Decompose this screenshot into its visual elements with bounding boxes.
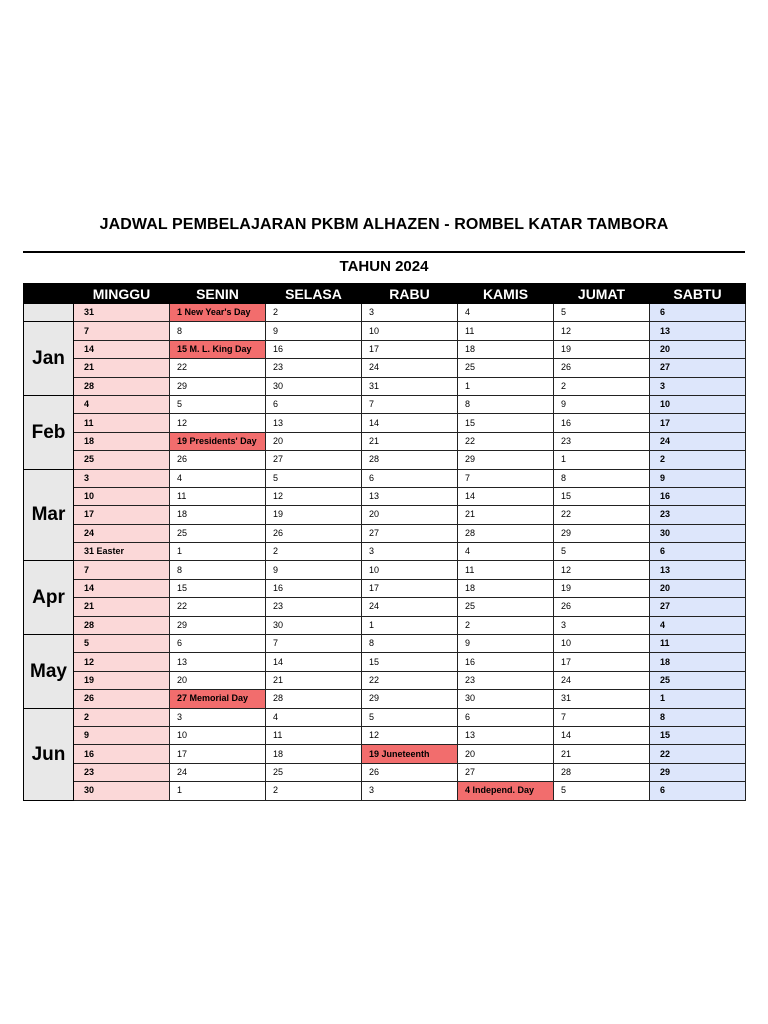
sunday-cell: 31 [74,304,170,322]
thursday-cell: 21 [458,506,554,524]
saturday-cell: 16 [650,487,746,505]
monday-cell: 22 [170,359,266,377]
tuesday-cell: 13 [266,414,362,432]
tuesday-cell: 6 [266,395,362,413]
week-row [24,322,746,340]
wednesday-cell: 17 [362,579,458,597]
thursday-cell: 11 [458,561,554,579]
wednesday-cell: 10 [362,561,458,579]
wednesday-cell: 28 [362,451,458,469]
monday-cell: 12 [170,414,266,432]
friday-cell: 28 [554,763,650,781]
monday-cell: 6 [170,635,266,653]
friday-cell: 16 [554,414,650,432]
tuesday-cell: 30 [266,377,362,395]
saturday-cell: 6 [650,782,746,800]
monday-cell: 18 [170,506,266,524]
tuesday-cell: 9 [266,561,362,579]
thursday-cell: 18 [458,340,554,358]
wednesday-cell: 8 [362,635,458,653]
month-label: Mar [24,469,74,561]
thursday-cell: 4 [458,304,554,322]
tuesday-cell: 12 [266,487,362,505]
saturday-cell: 27 [650,359,746,377]
saturday-cell: 30 [650,524,746,542]
thursday-cell: 1 [458,377,554,395]
week-row [24,708,746,726]
thursday-cell: 22 [458,432,554,450]
tuesday-cell: 2 [266,304,362,322]
friday-cell: 23 [554,432,650,450]
thursday-cell: 23 [458,671,554,689]
week-row [24,690,746,708]
wednesday-cell: 5 [362,708,458,726]
tuesday-cell: 26 [266,524,362,542]
wednesday-cell: 3 [362,543,458,561]
saturday-cell: 15 [650,726,746,744]
friday-cell: 19 [554,579,650,597]
monday-cell: 8 [170,561,266,579]
header-rabu: RABU [362,284,458,304]
week-row [24,506,746,524]
sunday-cell: 2 [74,708,170,726]
sunday-cell: 25 [74,451,170,469]
header-row [24,284,746,304]
saturday-cell: 27 [650,598,746,616]
sunday-cell: 14 [74,340,170,358]
tuesday-cell: 25 [266,763,362,781]
monday-cell: 27 Memorial Day [170,690,266,708]
friday-cell: 26 [554,598,650,616]
wednesday-cell: 13 [362,487,458,505]
monday-cell: 1 [170,543,266,561]
wednesday-cell: 26 [362,763,458,781]
saturday-cell: 23 [650,506,746,524]
monday-cell: 5 [170,395,266,413]
sunday-cell: 14 [74,579,170,597]
thursday-cell: 4 Independ. Day [458,782,554,800]
week-row [24,304,746,322]
saturday-cell: 13 [650,322,746,340]
week-row [24,671,746,689]
tuesday-cell: 23 [266,359,362,377]
tuesday-cell: 11 [266,726,362,744]
week-row [24,395,746,413]
friday-cell: 9 [554,395,650,413]
week-row [24,359,746,377]
friday-cell: 3 [554,616,650,634]
wednesday-cell: 19 Juneteenth [362,745,458,763]
wednesday-cell: 24 [362,359,458,377]
week-row [24,616,746,634]
wednesday-cell: 17 [362,340,458,358]
tuesday-cell: 7 [266,635,362,653]
wednesday-cell: 6 [362,469,458,487]
wednesday-cell: 1 [362,616,458,634]
sunday-cell: 24 [74,524,170,542]
week-row [24,782,746,800]
month-label: Feb [24,395,74,469]
thursday-cell: 25 [458,598,554,616]
thursday-cell: 20 [458,745,554,763]
wednesday-cell: 27 [362,524,458,542]
monday-cell: 26 [170,451,266,469]
header-month-column [24,284,74,304]
saturday-cell: 10 [650,395,746,413]
saturday-cell: 24 [650,432,746,450]
monday-cell: 10 [170,726,266,744]
friday-cell: 7 [554,708,650,726]
friday-cell: 2 [554,377,650,395]
saturday-cell: 20 [650,340,746,358]
sunday-cell: 26 [74,690,170,708]
friday-cell: 12 [554,561,650,579]
friday-cell: 1 [554,451,650,469]
header-senin: SENIN [170,284,266,304]
tuesday-cell: 20 [266,432,362,450]
week-row [24,377,746,395]
wednesday-cell: 15 [362,653,458,671]
sunday-cell: 7 [74,322,170,340]
week-row [24,635,746,653]
sunday-cell: 19 [74,671,170,689]
friday-cell: 8 [554,469,650,487]
saturday-cell: 13 [650,561,746,579]
sunday-cell: 21 [74,598,170,616]
tuesday-cell: 9 [266,322,362,340]
wednesday-cell: 3 [362,782,458,800]
sunday-cell: 5 [74,635,170,653]
wednesday-cell: 29 [362,690,458,708]
sunday-cell: 11 [74,414,170,432]
month-label: Jan [24,322,74,396]
friday-cell: 24 [554,671,650,689]
monday-cell: 15 M. L. King Day [170,340,266,358]
saturday-cell: 3 [650,377,746,395]
monday-cell: 29 [170,377,266,395]
saturday-cell: 17 [650,414,746,432]
friday-cell: 19 [554,340,650,358]
monday-cell: 25 [170,524,266,542]
week-row [24,340,746,358]
saturday-cell: 25 [650,671,746,689]
wednesday-cell: 10 [362,322,458,340]
wednesday-cell: 7 [362,395,458,413]
friday-cell: 5 [554,304,650,322]
thursday-cell: 25 [458,359,554,377]
saturday-cell: 22 [650,745,746,763]
thursday-cell: 7 [458,469,554,487]
thursday-cell: 28 [458,524,554,542]
sunday-cell: 30 [74,782,170,800]
header-kamis: KAMIS [458,284,554,304]
tuesday-cell: 2 [266,543,362,561]
year-subtitle: TAHUN 2024 [339,258,429,275]
tuesday-cell: 19 [266,506,362,524]
header-sabtu: SABTU [650,284,746,304]
thursday-cell: 30 [458,690,554,708]
monday-cell: 1 New Year's Day [170,304,266,322]
thursday-cell: 18 [458,579,554,597]
sunday-cell: 17 [74,506,170,524]
tuesday-cell: 4 [266,708,362,726]
week-row [24,763,746,781]
tuesday-cell: 27 [266,451,362,469]
week-row [24,561,746,579]
calendar-table [23,283,746,801]
week-row [24,598,746,616]
monday-cell: 11 [170,487,266,505]
saturday-cell: 9 [650,469,746,487]
thursday-cell: 14 [458,487,554,505]
friday-cell: 31 [554,690,650,708]
wednesday-cell: 3 [362,304,458,322]
saturday-cell: 11 [650,635,746,653]
friday-cell: 10 [554,635,650,653]
wednesday-cell: 24 [362,598,458,616]
thursday-cell: 2 [458,616,554,634]
friday-cell: 14 [554,726,650,744]
monday-cell: 17 [170,745,266,763]
week-row [24,653,746,671]
sunday-cell: 4 [74,395,170,413]
sunday-cell: 31 Easter [74,543,170,561]
thursday-cell: 8 [458,395,554,413]
monday-cell: 22 [170,598,266,616]
saturday-cell: 6 [650,543,746,561]
tuesday-cell: 23 [266,598,362,616]
sunday-cell: 10 [74,487,170,505]
wednesday-cell: 31 [362,377,458,395]
monday-cell: 13 [170,653,266,671]
monday-cell: 15 [170,579,266,597]
tuesday-cell: 30 [266,616,362,634]
thursday-cell: 9 [458,635,554,653]
wednesday-cell: 21 [362,432,458,450]
sunday-cell: 3 [74,469,170,487]
week-row [24,414,746,432]
monday-cell: 4 [170,469,266,487]
saturday-cell: 4 [650,616,746,634]
saturday-cell: 29 [650,763,746,781]
thursday-cell: 11 [458,322,554,340]
week-row [24,469,746,487]
tuesday-cell: 16 [266,579,362,597]
thursday-cell: 27 [458,763,554,781]
thursday-cell: 4 [458,543,554,561]
document-title: JADWAL PEMBELAJARAN PKBM ALHAZEN - ROMBEL KATAR TAMBORA [99,216,669,233]
friday-cell: 17 [554,653,650,671]
tuesday-cell: 14 [266,653,362,671]
wednesday-cell: 22 [362,671,458,689]
week-row [24,745,746,763]
week-row [24,524,746,542]
saturday-cell: 2 [650,451,746,469]
month-label: Apr [24,561,74,635]
sunday-cell: 18 [74,432,170,450]
tuesday-cell: 5 [266,469,362,487]
monday-cell: 3 [170,708,266,726]
tuesday-cell: 18 [266,745,362,763]
tuesday-cell: 2 [266,782,362,800]
month-label: Jun [24,708,74,800]
thursday-cell: 13 [458,726,554,744]
month-label [24,304,74,322]
header-selasa: SELASA [266,284,362,304]
sunday-cell: 21 [74,359,170,377]
friday-cell: 22 [554,506,650,524]
friday-cell: 5 [554,543,650,561]
friday-cell: 21 [554,745,650,763]
monday-cell: 1 [170,782,266,800]
week-row [24,726,746,744]
monday-cell: 29 [170,616,266,634]
sunday-cell: 28 [74,616,170,634]
friday-cell: 5 [554,782,650,800]
header-jumat: JUMAT [554,284,650,304]
saturday-cell: 20 [650,579,746,597]
sunday-cell: 9 [74,726,170,744]
calendar-body [24,304,746,801]
sunday-cell: 28 [74,377,170,395]
tuesday-cell: 16 [266,340,362,358]
sunday-cell: 16 [74,745,170,763]
thursday-cell: 15 [458,414,554,432]
friday-cell: 29 [554,524,650,542]
thursday-cell: 6 [458,708,554,726]
tuesday-cell: 28 [266,690,362,708]
monday-cell: 24 [170,763,266,781]
sunday-cell: 7 [74,561,170,579]
sunday-cell: 12 [74,653,170,671]
sunday-cell: 23 [74,763,170,781]
thursday-cell: 29 [458,451,554,469]
saturday-cell: 1 [650,690,746,708]
title-divider [23,251,745,253]
wednesday-cell: 14 [362,414,458,432]
monday-cell: 8 [170,322,266,340]
week-row [24,451,746,469]
week-row [24,579,746,597]
header-minggu: MINGGU [74,284,170,304]
wednesday-cell: 12 [362,726,458,744]
monday-cell: 19 Presidents' Day [170,432,266,450]
saturday-cell: 18 [650,653,746,671]
month-label: May [24,635,74,709]
friday-cell: 15 [554,487,650,505]
saturday-cell: 8 [650,708,746,726]
week-row [24,432,746,450]
wednesday-cell: 20 [362,506,458,524]
friday-cell: 12 [554,322,650,340]
tuesday-cell: 21 [266,671,362,689]
week-row [24,487,746,505]
thursday-cell: 16 [458,653,554,671]
week-row [24,543,746,561]
monday-cell: 20 [170,671,266,689]
saturday-cell: 6 [650,304,746,322]
friday-cell: 26 [554,359,650,377]
